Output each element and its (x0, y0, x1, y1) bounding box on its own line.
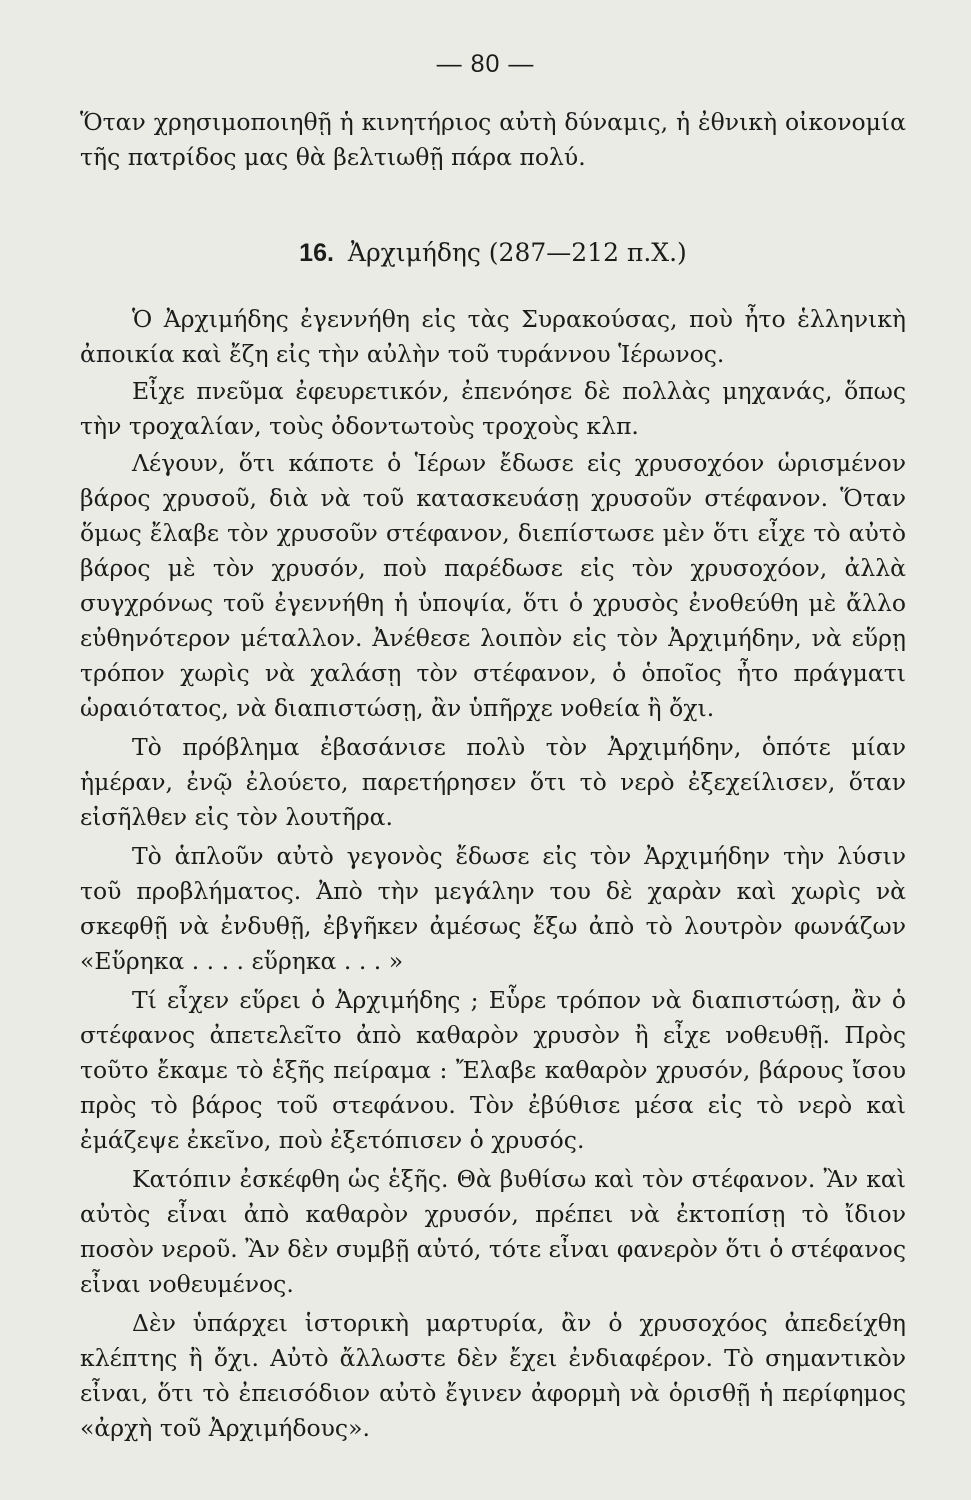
paragraph-5: Τὸ ἁπλοῦν αὐτὸ γεγονὸς ἔδωσε εἰς τὸν Ἀρχιμήδην τὴν λύσιν τοῦ προβλήματος. Ἀπὸ τὴν μεγάλην του δὲ χαρὰν καὶ χωρὶς νὰ σκεφθῇ νὰ ἐνδυθῇ, ἐβγῆκεν ἀμέσως ἔξω ἀπὸ τὸ λουτρὸν φωνάζων «Εὕρηκα . . . . εὕρηκα . . . » (80, 842, 906, 975)
paragraph-4: Τὸ πρόβλημα ἐβασάνισε πολὺ τὸν Ἀρχιμήδην, ὁπότε μίαν ἡμέραν, ἐνῷ ἐλούετο, παρετήρησεν ὅτι τὸ νερὸ ἐξεχείλισεν, ὅταν εἰσῆλθεν εἰς τὸν λουτῆρα. (80, 733, 906, 831)
page-number: — 80 — (436, 50, 535, 78)
section-body (80, 302, 906, 1446)
paragraph-7: Κατόπιν ἐσκέφθη ὡς ἑξῆς. Θὰ βυθίσω καὶ τὸν στέφανον. Ἂν καὶ αὐτὸς εἶναι ἀπὸ καθαρὸν χρυσόν, πρέπει νὰ ἐκτοπίσῃ τὸ ἴδιον ποσὸν νεροῦ. Ἂν δὲν συμβῇ αὐτό, τότε εἶναι φανερὸν ὅτι ὁ στέφανος εἶναι νοθευμένος. (80, 1165, 906, 1298)
paragraph-8: Δὲν ὑπάρχει ἱστορικὴ μαρτυρία, ἂν ὁ χρυσοχόος ἀπεδείχθη κλέπτης ἢ ὄχι. Αὐτὸ ἄλλωστε δὲν ἔχει ἐνδιαφέρον. Τὸ σημαντικὸν εἶναι, ὅτι τὸ ἐπεισόδιον αὐτὸ ἔγινεν ἀφορμὴ νὰ ὁρισθῇ ἡ περίφημος «ἀρχὴ τοῦ Ἀρχιμήδους». (80, 1309, 906, 1442)
paragraph-3: Λέγουν, ὅτι κάποτε ὁ Ἱέρων ἔδωσε εἰς χρυσοχόον ὡρισμένον βάρος χρυσοῦ, διὰ νὰ τοῦ κατασκευάσῃ χρυσοῦν στέφανον. Ὅταν ὅμως ἔλαβε τὸν χρυσοῦν στέφανον, διεπίστωσε μὲν ὅτι εἶχε τὸ αὐτὸ βάρος μὲ τὸν χρυσόν, ποὺ παρέδωσε εἰς τὸν χρυσοχόον, ἀλλὰ συγχρόνως τοῦ ἐγεννήθη ἡ ὑποψία, ὅτι ὁ χρυσὸς ἐνοθεύθη μὲ ἄλλο εὐθηνότερον μέταλλον. Ἀνέθεσε λοιπὸν εἰς τὸν Ἀρχιμήδην, νὰ εὕρῃ τρόπον χωρὶς νὰ χαλάσῃ τὸν στέφανον, ὁ ὁποῖος ἦτο πράγματι ὡραιότατος, νὰ διαπιστώσῃ, ἂν ὑπῆρχε νοθεία ἢ ὄχι. (80, 449, 906, 722)
paragraph-6: Τί εἶχεν εὕρει ὁ Ἀρχιμήδης ; Εὗρε τρόπον νὰ διαπιστώσῃ, ἂν ὁ στέφανος ἀπετελεῖτο ἀπὸ καθαρὸν χρυσὸν ἢ εἶχε νοθευθῇ. Πρὸς τοῦτο ἔκαμε τὸ ἑξῆς πείραμα : Ἔλαβε καθαρὸν χρυσόν, βάρους ἴσου πρὸς τὸ βάρος τοῦ στεφάνου. Τὸν ἐβύθισε μέσα εἰς τὸ νερὸ καὶ ἐμάζεψε ἐκεῖνο, ποὺ ἐξετόπισεν ὁ χρυσός. (80, 986, 906, 1154)
section-title: Ἀρχιμήδης (287—212 π.Χ.) (347, 238, 687, 267)
section-number: 16. (299, 239, 334, 267)
paragraph-1: Ὁ Ἀρχιμήδης ἐγεννήθη εἰς τὰς Συρακούσας, ποὺ ἦτο ἑλληνικὴ ἀποικία καὶ ἔζη εἰς τὴν αὐλὴν τοῦ τυράννου Ἱέρωνος. (80, 305, 906, 368)
paragraph-2: Εἶχε πνεῦμα ἐφευρετικόν, ἐπενόησε δὲ πολλὰς μηχανάς, ὅπως τὴν τροχαλίαν, τοὺς ὀδοντωτοὺς τροχοὺς κλπ. (80, 377, 906, 440)
intro-text: Ὅταν χρησιμοποιηθῇ ἡ κινητήριος αὐτὴ δύναμις, ἡ ἐθνικὴ οἰκονομία τῆς πατρίδος μας θὰ βελτιωθῇ πάρα πολύ. (80, 108, 906, 171)
section-heading (80, 238, 906, 268)
intro-paragraph (80, 105, 906, 175)
